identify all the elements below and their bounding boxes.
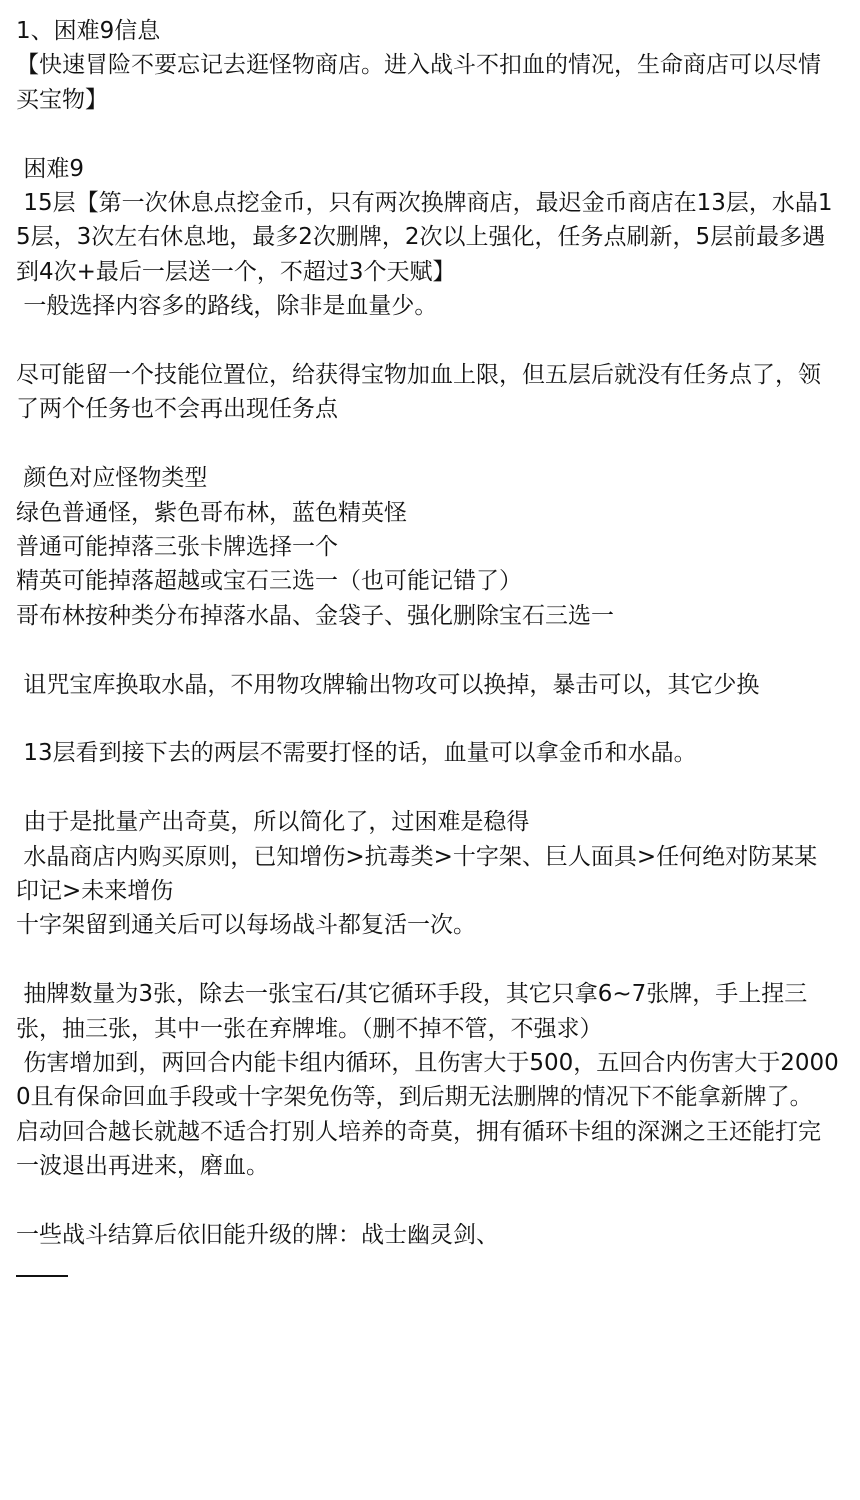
divider-line xyxy=(16,1275,68,1277)
blank-line xyxy=(16,427,840,461)
crystal-shop-rules: 水晶商店内购买原则，已知增伤>抗毒类>十字架、巨人面具>任何绝对防某某印记>未来增伤 xyxy=(16,843,818,905)
heading-hard9-info: 1、困难9信息 xyxy=(16,18,161,44)
color-monster-heading: 颜色对应怪物类型 xyxy=(16,465,208,492)
cursed-vault-note: 诅咒宝库换取水晶，不用物攻牌输出物攻可以换掉，暴击可以，其它少换 xyxy=(16,671,760,698)
damage-target-note: 伤害增加到，两回合内能卡组内循环，且伤害大于500，五回合内伤害大于20000且有保命回血手段或十字架免伤等，到后期无法删牌的情况下不能拿新牌了。 xyxy=(16,1050,839,1111)
upgradable-cards-note: 一些战斗结算后依旧能升级的牌：战士幽灵剑、 xyxy=(16,1222,499,1249)
cross-note: 十字架留到通关后可以每场战斗都复活一次。 xyxy=(16,912,476,939)
draw-count-note: 抽牌数量为3张，除去一张宝石/其它循环手段，其它只拿6~7张牌，手上捏三张，抽三张，其中一张在弃牌堆。（删不掉不管，不强求） xyxy=(16,981,808,1042)
route-choice-note: 一般选择内容多的路线，除非是血量少。 xyxy=(16,293,438,320)
tip-monster-shop: 【快速冒险不要忘记去逛怪物商店。进入战斗不扣血的情况，生命商店可以尽情买宝物】 xyxy=(16,52,821,113)
blank-line xyxy=(16,117,840,151)
blank-line xyxy=(16,702,840,736)
floor15-notes: 15层【第一次休息点挖金币，只有两次换牌商店，最迟金币商店在13层，水晶15层，3次左右休息地，最多2次删牌，2次以上强化，任务点刷新，5层前最多遇到4次+最后一层送一个，不超过3个天赋】 xyxy=(16,190,833,285)
blank-line xyxy=(16,324,840,358)
normal-drop-note: 普通可能掉落三张卡牌选择一个 xyxy=(16,534,338,561)
batch-note: 由于是批量产出奇莫，所以简化了，过困难是稳得 xyxy=(16,809,530,836)
elite-drop-note: 精英可能掉落超越或宝石三选一（也可能记错了） xyxy=(16,568,522,595)
blank-line xyxy=(16,771,840,805)
blank-line xyxy=(16,943,840,977)
blank-line xyxy=(16,1184,840,1218)
subheading-hard9: 困难9 xyxy=(16,155,84,182)
startup-turns-note: 启动回合越长就越不适合打别人培养的奇莫，拥有循环卡组的深渊之王还能打完一波退出再进来，磨血。 xyxy=(16,1118,821,1180)
skill-slot-note: 尽可能留一个技能位置位，给获得宝物加血上限，但五层后就没有任务点了，领了两个任务也不会再出现任务点 xyxy=(16,362,821,423)
goblin-drop-note: 哥布林按种类分布掉落水晶、金袋子、强化删除宝石三选一 xyxy=(16,602,614,629)
color-monster-types: 绿色普通怪，紫色哥布林，蓝色精英怪 xyxy=(16,499,407,526)
floor13-note: 13层看到接下去的两层不需要打怪的话，血量可以拿金币和水晶。 xyxy=(16,740,697,767)
blank-line xyxy=(16,633,840,667)
